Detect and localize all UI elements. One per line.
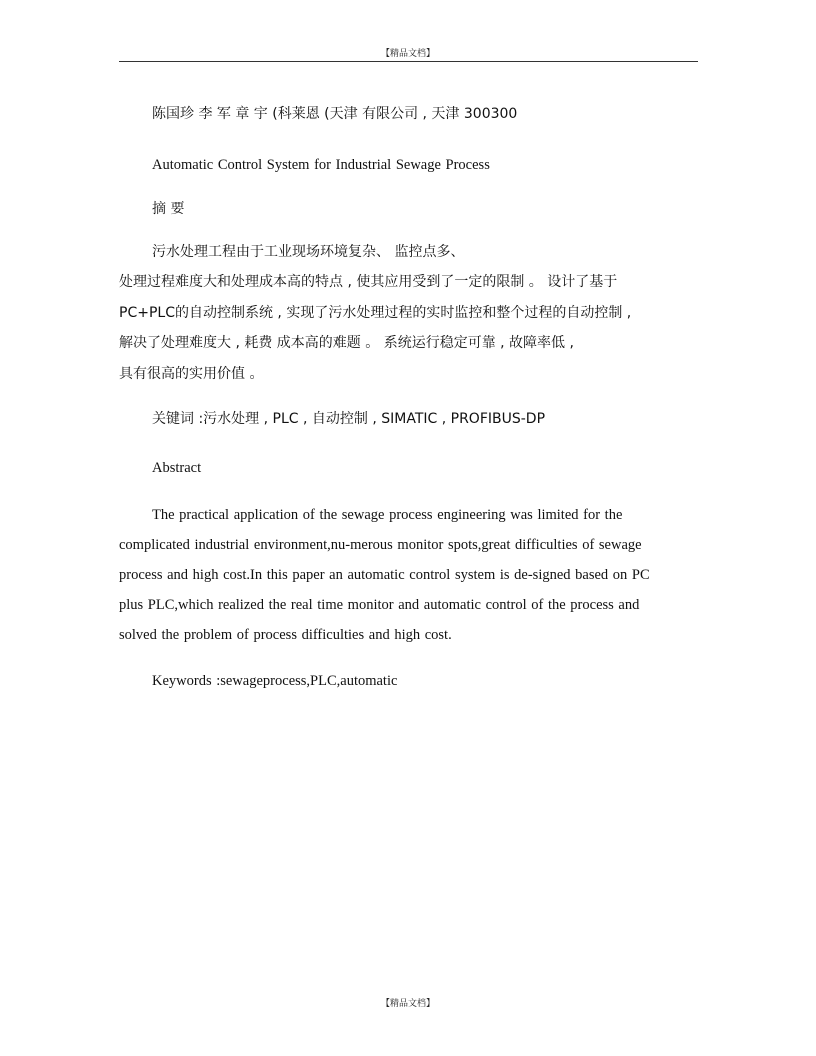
abstract-cn-line: 具有很高的实用价值 。 <box>119 366 264 382</box>
keywords-en: Keywords :sewageprocess,PLC,automatic <box>152 673 398 689</box>
header-divider <box>119 61 698 62</box>
english-title: Automatic Control System for Industrial Sewage Process <box>152 157 490 173</box>
authors-affiliation: 陈国珍 李 军 章 宇 (科莱恩 (天津 有限公司 , 天津 300300 <box>152 106 518 122</box>
abstract-en-line: solved the problem of process difficulties and high cost. <box>119 627 452 643</box>
abstract-cn-line: 处理过程难度大和处理成本高的特点 , 使其应用受到了一定的限制 。 设计了基于 <box>119 274 618 290</box>
keywords-cn: 关键词 :污水处理 , PLC , 自动控制 , SIMATIC , PROFIBUS-DP <box>152 411 546 427</box>
abstract-heading-en: Abstract <box>152 460 202 476</box>
header-label: 【精品文档】 <box>380 49 435 59</box>
abstract-cn-line: PC+PLC的自动控制系统 , 实现了污水处理过程的实时监控和整个过程的自动控制 , <box>119 305 632 321</box>
abstract-heading-cn: 摘 要 <box>152 201 185 217</box>
abstract-en-line: complicated industrial environment,nu-merous monitor spots,great difficulties of sewage <box>119 537 642 553</box>
abstract-cn-line: 解决了处理难度大 , 耗费 成本高的难题 。 系统运行稳定可靠 , 故障率低 , <box>119 335 574 351</box>
abstract-en-line: plus PLC,which realized the real time monitor and automatic control of the process and <box>119 597 640 613</box>
abstract-cn-line: 污水处理工程由于工业现场环境复杂、 监控点多、 <box>152 244 465 260</box>
abstract-en-line: process and high cost.In this paper an automatic control system is de-signed based on PC <box>119 567 650 583</box>
abstract-en-line: The practical application of the sewage process engineering was limited for the <box>152 507 623 523</box>
footer-label: 【精品文档】 <box>380 999 435 1009</box>
